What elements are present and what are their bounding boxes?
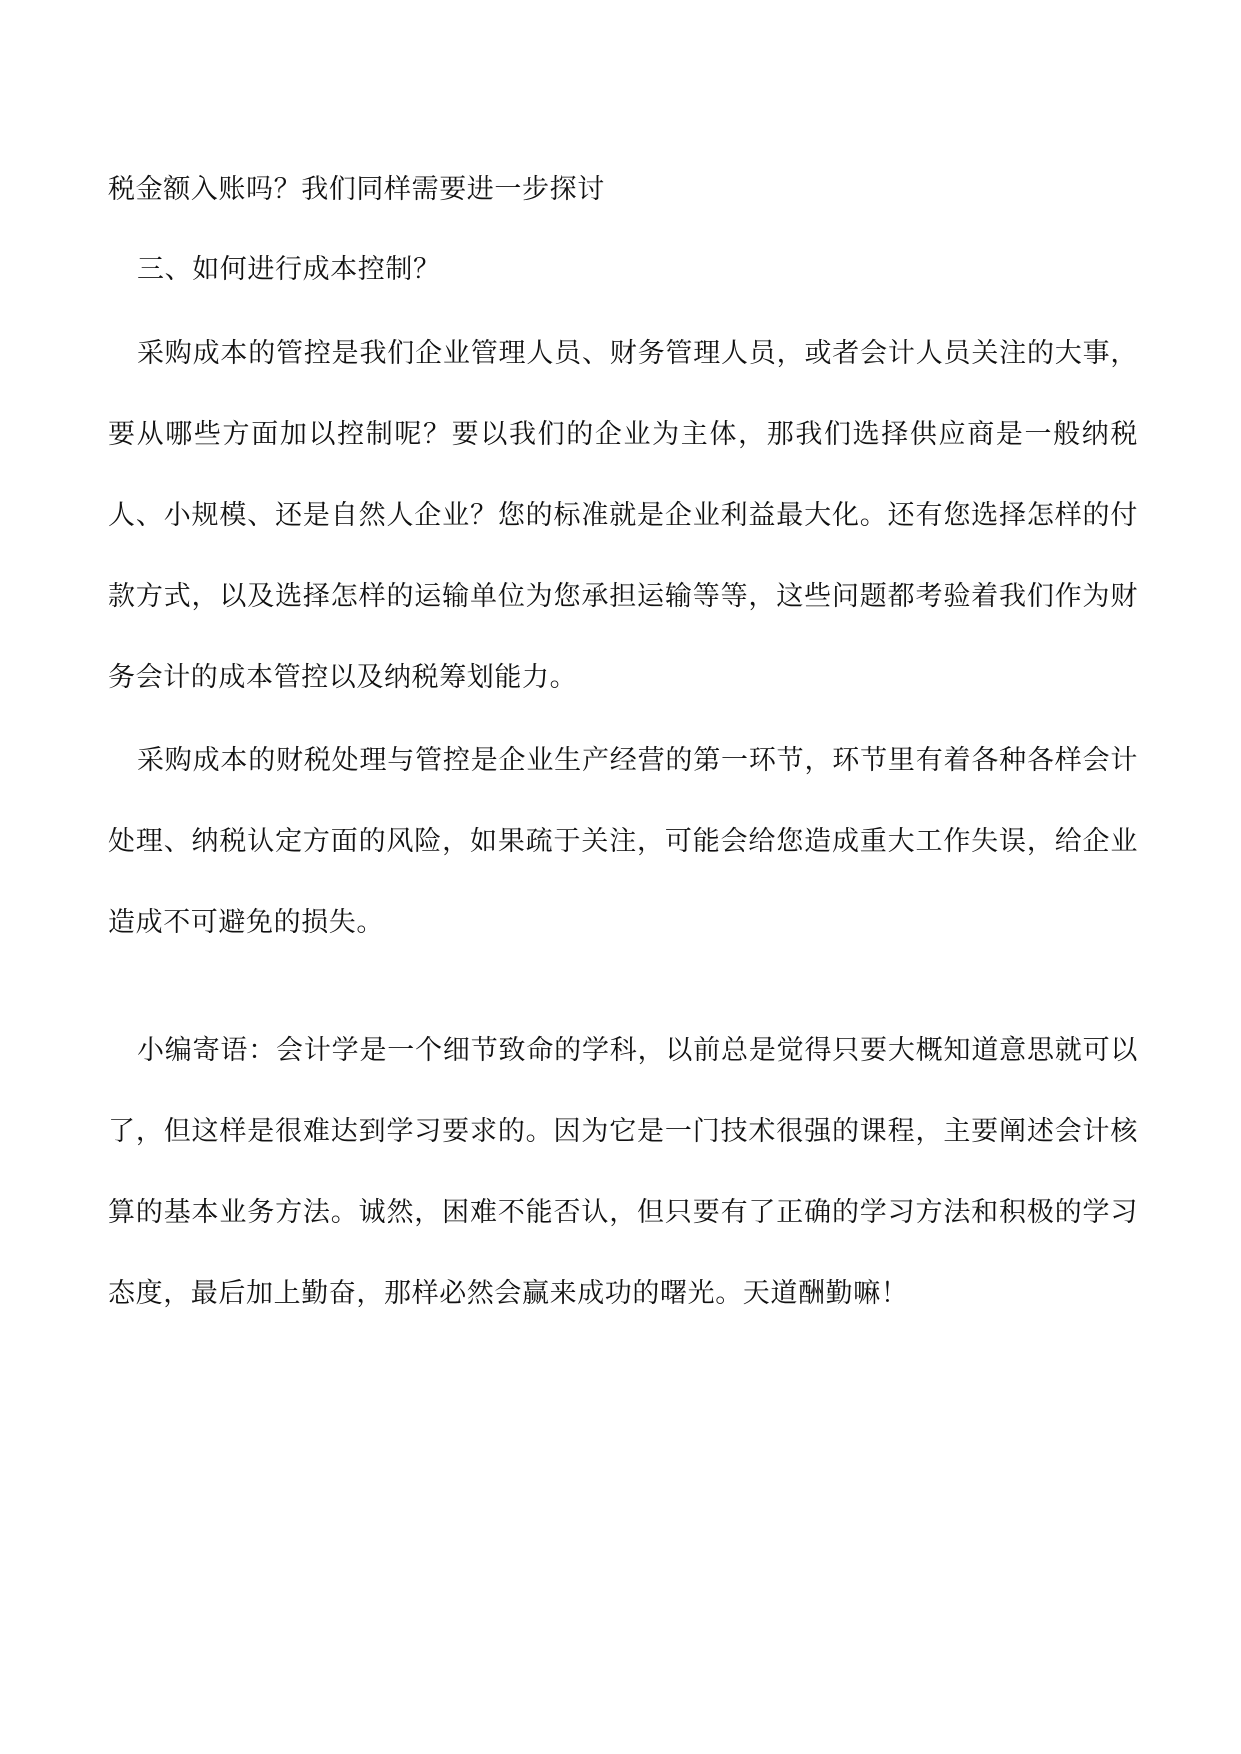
paragraph-cost-control: 采购成本的管控是我们企业管理人员、财务管理人员，或者会计人员关注的大事，要从哪些方面加以控制呢？要以我们的企业为主体，那我们选择供应商是一般纳税人、小规模、还是自然人企业？您的标准就是企业利益最大化。还有您选择怎样的付款方式，以及选择怎样的运输单位为您承担运输等等，这些问题都考验着我们作为财务会计的成本管控以及纳税筹划能力。 <box>108 338 1138 693</box>
paragraph-tax-risk: 采购成本的财税处理与管控是企业生产经营的第一环节，环节里有着各种各样会计处理、纳税认定方面的风险，如果疏于关注，可能会给您造成重大工作失误，给企业造成不可避免的损失。 <box>108 745 1138 938</box>
continuation-line: 税金额入账吗？我们同样需要进一步探讨 <box>108 174 605 205</box>
closing-note: 小编寄语：会计学是一个细节致命的学科，以前总是觉得只要大概知道意思就可以了，但这样是很难达到学习要求的。因为它是一门技术很强的课程，主要阐述会计核算的基本业务方法。诚然，困难不能否认，但只要有了正确的学习方法和积极的学习态度，最后加上勤奋，那样必然会赢来成功的曙光。天道酬勤嘛！ <box>108 1035 1138 1309</box>
section-heading: 三、如何进行成本控制？ <box>137 254 441 285</box>
